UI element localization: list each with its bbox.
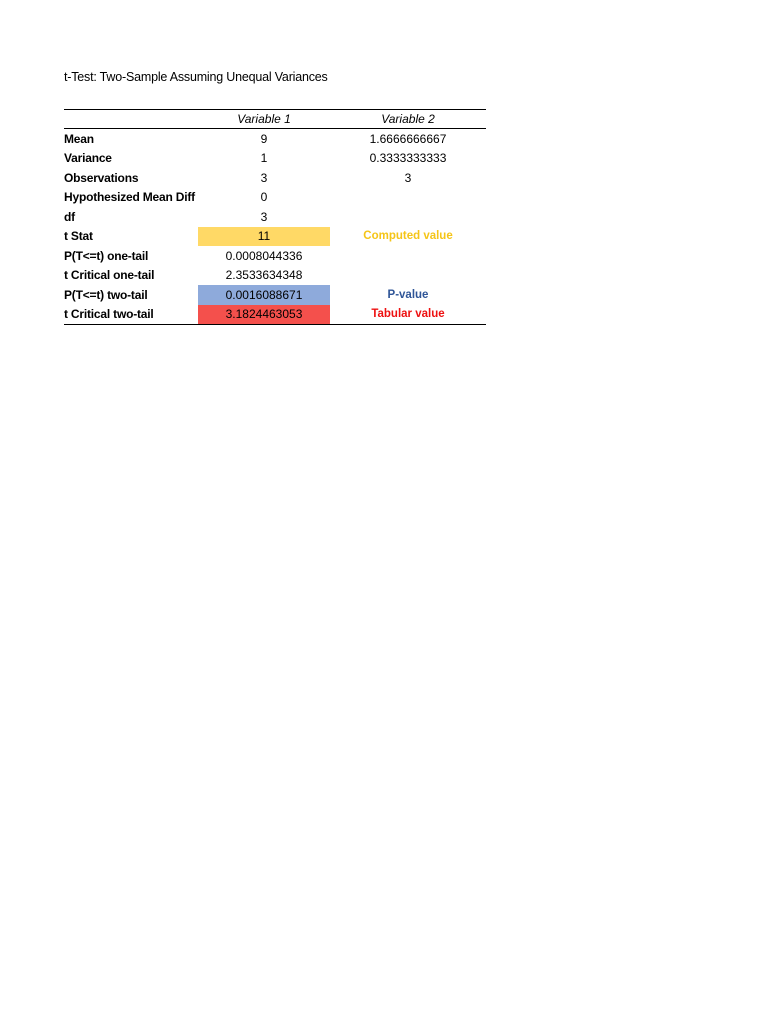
header-variable-1: Variable 1 (237, 112, 291, 126)
variable-2-value (330, 266, 486, 286)
table-header-row (64, 110, 486, 129)
ttest-results-table (64, 109, 486, 325)
tabular-value-note: Tabular value (371, 308, 445, 321)
variable-2-value: 0.3333333333 (369, 151, 447, 166)
variable-2-value (330, 207, 486, 227)
t-stat-value-highlighted: 11 (198, 227, 330, 247)
variable-1-value: 0 (260, 190, 268, 205)
page-title: t-Test: Two-Sample Assuming Unequal Variances (64, 70, 328, 84)
variable-1-value: 1 (260, 151, 268, 166)
table-row-df (64, 207, 486, 227)
variable-1-value: 9 (260, 131, 268, 146)
table-row-p-one-tail (64, 246, 486, 266)
variable-2-value: 3 (404, 170, 412, 185)
row-label: Variance (64, 151, 112, 166)
row-label: t Critical two-tail (64, 307, 154, 322)
table-row-observations (64, 168, 486, 188)
table-row-t-critical-two-tail (64, 305, 486, 325)
table-row-t-stat (64, 227, 486, 247)
variable-1-value: 0.0008044336 (225, 248, 303, 263)
variable-1-value: 3 (260, 170, 268, 185)
table-row-variance (64, 149, 486, 169)
row-label: t Critical one-tail (64, 268, 155, 283)
header-label-cell (64, 110, 198, 129)
variable-1-value: 2.3533634348 (225, 268, 303, 283)
header-variable-2: Variable 2 (381, 112, 435, 126)
row-label: P(T<=t) one-tail (64, 248, 149, 263)
p-value-highlighted: 0.0016088671 (198, 285, 330, 305)
table-row-p-two-tail (64, 285, 486, 305)
p-value-note: P-value (387, 288, 429, 301)
tabular-value-highlighted: 3.1824463053 (198, 305, 330, 325)
row-label: P(T<=t) two-tail (64, 287, 148, 302)
variable-2-value: 1.6666666667 (369, 131, 447, 146)
variable-2-value (330, 188, 486, 208)
variable-1-value: 3 (260, 209, 268, 224)
row-label: Mean (64, 131, 94, 146)
row-label: Hypothesized Mean Diff (64, 190, 195, 205)
table-row-t-critical-one-tail (64, 266, 486, 286)
variable-2-value (330, 246, 486, 266)
row-label: df (64, 209, 75, 224)
row-label: Observations (64, 170, 139, 185)
table-row-mean (64, 129, 486, 149)
table-row-hypothesized-mean-diff (64, 188, 486, 208)
computed-value-note: Computed value (363, 230, 453, 243)
row-label: t Stat (64, 229, 93, 244)
